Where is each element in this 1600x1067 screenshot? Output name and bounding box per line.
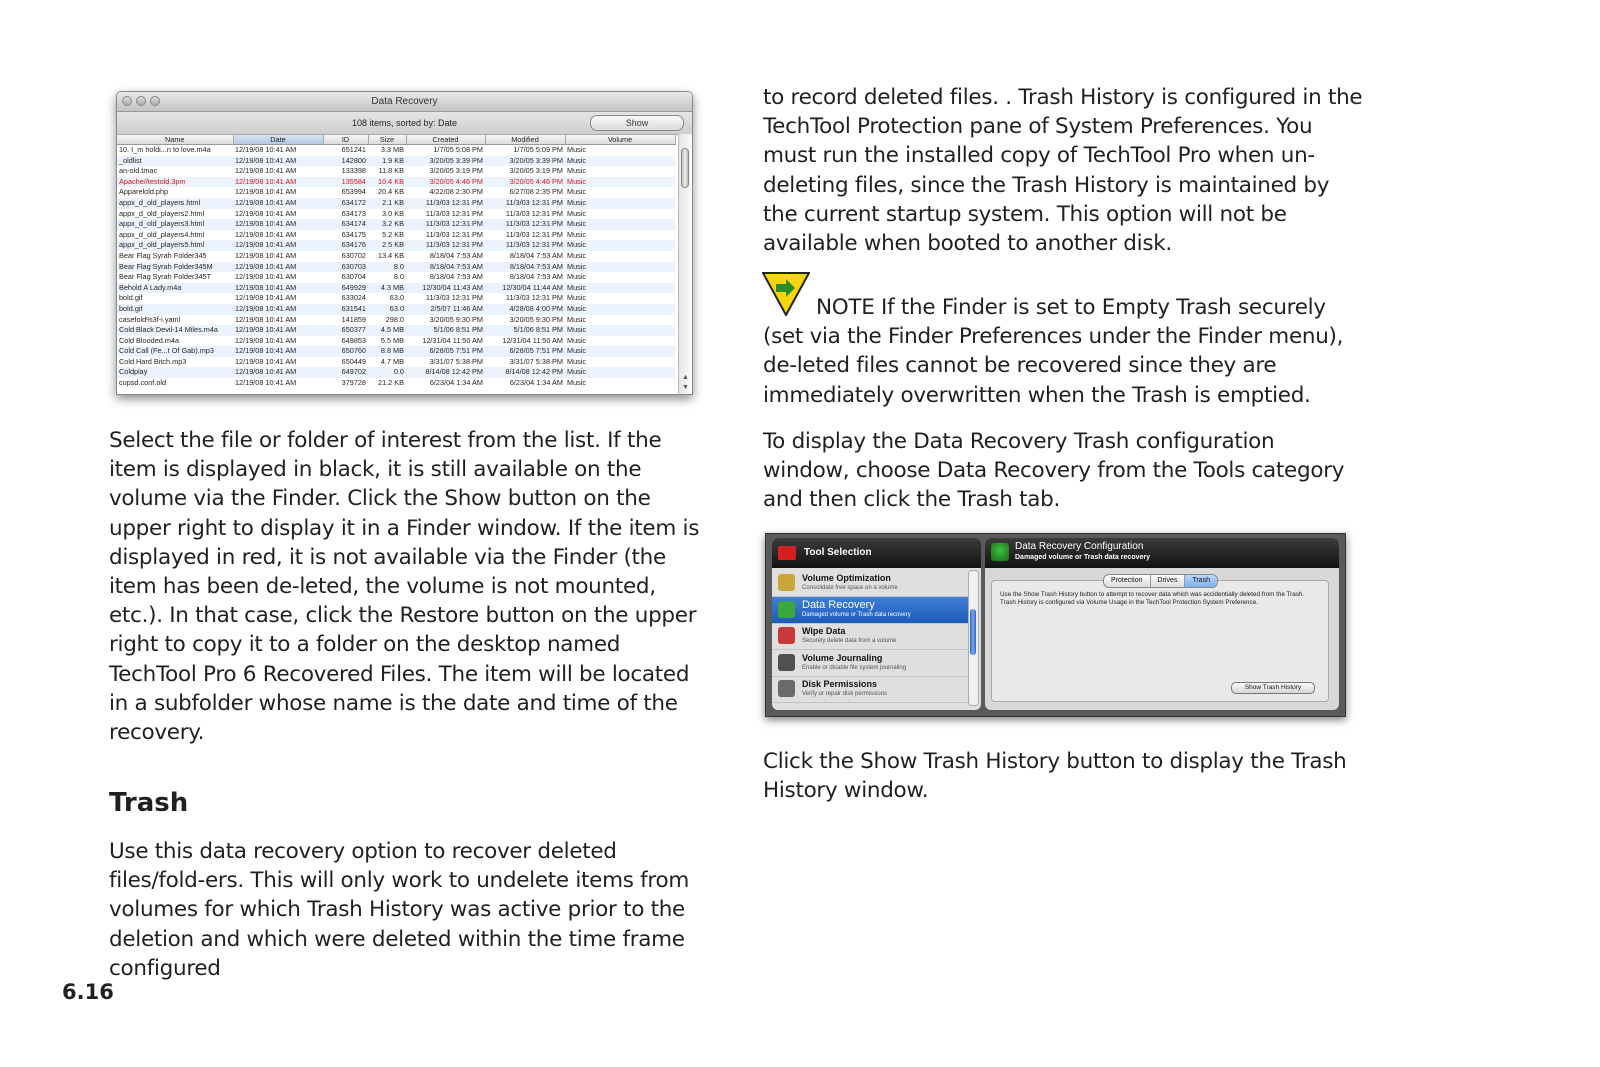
cell-date: 12/19/08 10:41 AM: [235, 335, 297, 345]
cell-created: 5/1/06 8:51 PM: [406, 325, 485, 336]
tool-selection-panel: [772, 538, 981, 710]
cell-modified: 8/18/04 7:53 AM: [509, 272, 563, 282]
cell-created: 1/7/05 5:08 PM: [433, 145, 483, 154]
cell-modified: 8/14/08 12:42 PM: [485, 367, 565, 378]
cell-size: 4.5 MB: [368, 325, 406, 336]
cell-created: 2/5/07 11:46 AM: [406, 304, 485, 315]
cell-size: 2.5 KB: [368, 240, 406, 251]
cell-modified: 6/27/08 2:35 PM: [509, 187, 563, 197]
cell-date: 12/19/08 10:41 AM: [235, 145, 297, 154]
cell-created: 11/3/03 12:31 PM: [406, 198, 485, 209]
tab-trash[interactable]: Trash: [1185, 575, 1217, 587]
tool-item-description: Verify or repair disk permissions: [802, 691, 888, 697]
data-recovery-icon: [991, 543, 1009, 561]
wipe-data-icon: [778, 627, 795, 644]
table-row[interactable]: [117, 145, 675, 156]
cell-size: 298.0: [385, 314, 404, 324]
cell-date: 12/19/08 10:41 AM: [235, 166, 297, 176]
table-row[interactable]: [117, 357, 675, 368]
table-body: [117, 145, 675, 389]
column-header-date[interactable]: Date: [233, 135, 323, 145]
cell-size: 63.0: [389, 293, 404, 303]
cell-size: 3.2 KB: [368, 219, 406, 230]
cell-date: 12/19/08 10:41 AM: [233, 240, 323, 251]
configuration-title: Data Recovery Configuration: [1015, 541, 1144, 552]
note-paragraph: NOTE If the Finder is set to Empty Trash securely (set via the Finder Preferences under the Finder menu), de-leted files cannot be recovered since they are immediately overwritten when the Trash is emptied.: [763, 295, 1344, 408]
cell-name: an-old.tmac: [119, 166, 158, 176]
left-paragraph-2: Use this data recovery option to recover deleted files/fold-ers. This will only work to undelete items from volumes for which Trash History was active prior to the deletion and which were deleted within the time frame configured: [109, 839, 689, 981]
cell-size: 1.9 KB: [368, 156, 406, 167]
cell-modified: 3/20/05 3:19 PM: [509, 166, 563, 176]
scroll-down-arrow-icon[interactable]: ▼: [682, 384, 689, 391]
table-row[interactable]: [117, 166, 675, 177]
table-row[interactable]: [117, 336, 675, 347]
cell-size: 11.8 KB: [378, 166, 404, 176]
cell-id: 634172: [323, 198, 368, 209]
cell-id: 634174: [323, 219, 368, 230]
tool-item-description: Enable or disable file system journaling: [802, 664, 907, 671]
cell-date: 12/19/08 10:41 AM: [235, 272, 297, 282]
cell-date: 12/19/08 10:41 AM: [233, 304, 323, 315]
cell-volume: Music: [565, 367, 675, 378]
cell-created: 3/20/05 9:30 PM: [429, 314, 483, 324]
cell-id: 651241: [341, 145, 366, 154]
show-button[interactable]: Show: [590, 115, 684, 131]
tool-item-title: Data Recovery: [802, 598, 875, 611]
tab-protection[interactable]: Protection: [1104, 575, 1151, 587]
cell-name: appx_d_old_players.html: [117, 198, 233, 209]
table-scrollbar[interactable]: [678, 134, 692, 394]
cell-id: 649853: [341, 335, 366, 345]
column-header-size[interactable]: Size: [368, 135, 406, 145]
cell-created: 8/18/04 7:53 AM: [429, 250, 483, 260]
window-titlebar: [117, 92, 692, 112]
cell-id: 135584: [323, 177, 368, 188]
page-number: 6.16: [62, 980, 114, 1004]
cell-name: Bear Flag Syrah Folder345T: [119, 272, 212, 282]
configuration-header: [985, 538, 1339, 568]
cell-created: 6/28/05 7:51 PM: [406, 346, 485, 357]
cell-name: Apparelold.php: [119, 187, 169, 197]
cell-name: Apache//testold.3pm: [117, 177, 233, 188]
table-row[interactable]: [117, 219, 675, 230]
tool-item-disk-permissions[interactable]: [772, 676, 968, 703]
cell-size: 13.4 KB: [378, 250, 404, 260]
trash-config-box: [991, 577, 1329, 702]
cell-id: 141859: [341, 314, 366, 324]
cell-volume: Music: [565, 346, 675, 357]
cell-modified: 11/3/03 12:31 PM: [485, 219, 565, 230]
cell-id: 649929: [323, 283, 368, 294]
tool-item-title: Volume Optimization: [802, 573, 891, 583]
cell-modified: 1/7/05 5:09 PM: [513, 145, 563, 154]
cell-created: 8/18/04 7:53 AM: [406, 262, 485, 273]
cell-id: 650449: [341, 356, 366, 366]
cell-date: 12/19/08 10:41 AM: [235, 356, 297, 366]
tool-selection-window: [765, 533, 1346, 717]
cell-name: appx_d_old_players4.html: [119, 229, 205, 239]
table-row[interactable]: [117, 325, 675, 336]
cell-id: 634176: [323, 240, 368, 251]
toolbox-icon: [778, 546, 796, 560]
table-header: [117, 135, 675, 145]
cell-date: 12/19/08 10:41 AM: [233, 346, 323, 357]
cell-volume: Music: [567, 250, 587, 260]
cell-volume: Music: [567, 187, 587, 197]
cell-created: 11/3/03 12:31 PM: [406, 240, 485, 251]
tool-item-description: Consolidate free space on a volume: [802, 585, 898, 591]
cell-name: appx_d_old_players2.html: [119, 208, 205, 218]
cell-created: 3/31/07 5:38 PM: [429, 356, 483, 366]
configuration-subtitle: Damaged volume or Trash data recovery: [1015, 554, 1150, 561]
cell-name: Bear Flag Syrah Folder345M: [117, 262, 233, 273]
cell-date: 12/19/08 10:41 AM: [235, 208, 297, 218]
cell-id: 630703: [323, 262, 368, 273]
cell-volume: Music: [567, 145, 587, 154]
table-row[interactable]: [117, 240, 675, 251]
cell-volume: Music: [567, 378, 587, 388]
cell-volume: Music: [567, 166, 587, 176]
cell-modified: 5/1/06 8:51 PM: [485, 325, 565, 336]
tool-item-volume-journaling[interactable]: [772, 650, 968, 677]
cell-size: 4.7 MB: [380, 356, 404, 366]
column-header-name[interactable]: Name: [117, 135, 233, 145]
cell-volume: Music: [565, 177, 675, 188]
configuration-panel: [985, 538, 1339, 710]
cell-created: 8/18/04 7:53 AM: [429, 272, 483, 282]
tool-item-volume-optimization[interactable]: [772, 570, 968, 597]
table-row[interactable]: [117, 304, 675, 315]
cell-volume: Music: [565, 304, 675, 315]
cell-volume: Music: [565, 219, 675, 230]
tool-list-scroll-thumb[interactable]: [970, 609, 976, 655]
minimize-window-button[interactable]: [136, 96, 146, 106]
cell-created: 4/22/08 2:30 PM: [429, 187, 483, 197]
tool-selection-header: [772, 538, 981, 568]
table-row[interactable]: [117, 209, 675, 220]
cell-modified: 12/30/04 11:44 AM: [485, 283, 565, 294]
cell-date: 12/19/08 10:41 AM: [233, 177, 323, 188]
cell-created: 11/3/03 12:31 PM: [406, 219, 485, 230]
tool-selection-title: Tool Selection: [804, 547, 872, 558]
cell-date: 12/19/08 10:41 AM: [233, 198, 323, 209]
cell-volume: Music: [565, 325, 675, 336]
table-row[interactable]: [117, 262, 675, 273]
cell-volume: Music: [567, 335, 587, 345]
table-row[interactable]: [117, 177, 675, 188]
cell-size: 3.3 MB: [380, 145, 404, 154]
cell-modified: 8/18/04 7:53 AM: [485, 262, 565, 273]
cell-date: 12/19/08 10:41 AM: [235, 378, 297, 388]
cell-created: 11/3/03 12:31 PM: [425, 293, 483, 303]
table-row[interactable]: [117, 251, 675, 262]
cell-volume: Music: [567, 356, 587, 366]
trash-config-description: Use the Show Trash History button to attempt to recover data which was accidentially deleted from the Trash. Trash History is configured via Volume Usage in the TechTool Protection System Preference.: [1000, 591, 1305, 606]
table-row[interactable]: [117, 346, 675, 357]
cell-id: 649702: [323, 367, 368, 378]
cell-size: 0.0: [368, 367, 406, 378]
cell-size: 4.3 MB: [368, 283, 406, 294]
cell-created: 11/3/03 12:31 PM: [425, 208, 483, 218]
cell-name: bold.gif: [117, 304, 233, 315]
right-paragraph-3: Click the Show Trash History button to display the Trash History window.: [763, 749, 1347, 804]
cell-created: 3/20/05 4:46 PM: [406, 177, 485, 188]
tool-item-title: Wipe Data: [802, 626, 846, 636]
cell-modified: 3/31/07 5:38 PM: [509, 356, 563, 366]
scroll-thumb[interactable]: [681, 148, 689, 188]
cell-name: Behold A Lady.m4a: [117, 283, 233, 294]
cell-modified: 6/28/05 7:51 PM: [485, 346, 565, 357]
cell-modified: 12/31/04 11:50 AM: [502, 335, 563, 345]
volume-optimization-icon: [778, 574, 795, 591]
cell-id: 650760: [323, 346, 368, 357]
cell-date: 12/19/08 10:41 AM: [235, 250, 297, 260]
cell-size: 8.8 MB: [368, 346, 406, 357]
cell-volume: Music: [565, 262, 675, 273]
cell-date: 12/19/08 10:41 AM: [233, 325, 323, 336]
right-paragraph-2: To display the Data Recovery Trash configuration window, choose Data Recovery from the Tools category and then click the Trash tab.: [763, 429, 1345, 513]
cell-size: 5.2 KB: [382, 229, 404, 239]
window-toolbar: [117, 112, 692, 135]
close-window-button[interactable]: [122, 96, 132, 106]
cell-date: 12/19/08 10:41 AM: [233, 262, 323, 273]
cell-date: 12/19/08 10:41 AM: [235, 293, 297, 303]
cell-modified: 6/23/04 1:34 AM: [509, 378, 563, 388]
tool-item-data-recovery[interactable]: [772, 597, 968, 624]
data-recovery-window: [116, 91, 693, 395]
cell-id: 133398: [341, 166, 366, 176]
cell-name: appx_d_old_players5.html: [117, 240, 233, 251]
cell-modified: 3/20/05 3:39 PM: [485, 156, 565, 167]
cell-id: 653994: [341, 187, 366, 197]
cell-size: 8.0: [393, 272, 404, 282]
table-row[interactable]: [117, 367, 675, 378]
cell-name: bold.gif: [119, 293, 143, 303]
cell-name: 10. I_m holdi...n to love.m4a: [119, 145, 211, 154]
cell-size: 63.0: [368, 304, 406, 315]
column-header-volume[interactable]: Volume: [565, 135, 675, 145]
column-header-id[interactable]: ID: [323, 135, 368, 145]
cell-name: Coldplay: [117, 367, 233, 378]
zoom-window-button[interactable]: [150, 96, 160, 106]
cell-date: 12/19/08 10:41 AM: [235, 314, 297, 324]
cell-name: _oldlist: [117, 156, 233, 167]
cell-created: 3/20/05 3:39 PM: [406, 156, 485, 167]
cell-created: 11/3/03 12:31 PM: [425, 229, 483, 239]
cell-volume: Music: [567, 293, 587, 303]
cell-name: Cold Hard Bitch.mp3: [119, 356, 187, 366]
volume-journaling-icon: [778, 654, 795, 671]
cell-name: appx_d_old_players3.html: [117, 219, 233, 230]
cell-date: 12/19/08 10:41 AM: [233, 219, 323, 230]
cell-created: 12/31/04 11:50 AM: [422, 335, 483, 345]
cell-modified: 11/3/03 12:31 PM: [505, 229, 563, 239]
cell-size: 8.0: [368, 262, 406, 273]
left-paragraph-1: Select the file or folder of interest from the list. If the item is displayed in black, it is still available on the volume via the Finder. Click the Show button on the upper right to display it in a Finder window. If the item is displayed in red, it is not available via the Finder (the item has been de-leted, the volume is not mounted, etc.). In that case, click the Restore button on the upper right to copy it to a folder on the desktop named TechTool Pro 6 Recovered Files. The item will be located in a subfolder whose name is the date and time of the recovery.: [109, 428, 700, 746]
cell-name: Cold Call (Fe...t Of Gab).mp3: [117, 346, 233, 357]
cell-volume: Music: [565, 198, 675, 209]
cell-name: casefold%3f-i.yaml: [119, 314, 181, 324]
data-recovery-icon: [778, 601, 795, 618]
cell-modified: 11/3/03 12:31 PM: [485, 198, 565, 209]
window-title: Data Recovery: [371, 96, 438, 107]
cell-modified: 3/20/05 4:46 PM: [485, 177, 565, 188]
config-tabs: [1103, 574, 1218, 588]
cell-name: cupsd.conf.old: [119, 378, 167, 388]
section-heading-trash: Trash: [109, 788, 189, 818]
cell-date: 12/19/08 10:41 AM: [233, 283, 323, 294]
table-row[interactable]: [117, 272, 675, 283]
cell-id: 633024: [341, 293, 366, 303]
cell-id: 634175: [341, 229, 366, 239]
cell-size: 2.1 KB: [368, 198, 406, 209]
tool-item-wipe-data[interactable]: [772, 623, 968, 650]
cell-date: 12/19/08 10:41 AM: [233, 367, 323, 378]
cell-id: 650377: [323, 325, 368, 336]
table-row[interactable]: [117, 283, 675, 294]
cell-volume: Music: [567, 272, 587, 282]
cell-modified: 11/3/03 12:31 PM: [505, 293, 563, 303]
cell-size: 20.4 KB: [378, 187, 404, 197]
cell-id: 634173: [341, 208, 366, 218]
cell-id: 379728: [341, 378, 366, 388]
column-header-created[interactable]: Created: [406, 135, 485, 145]
cell-date: 12/19/08 10:41 AM: [235, 229, 297, 239]
tab-drives[interactable]: Drives: [1151, 575, 1186, 587]
cell-size: 21.2 KB: [378, 378, 404, 388]
cell-modified: 3/20/05 9:30 PM: [509, 314, 563, 324]
table-row[interactable]: [117, 198, 675, 209]
tool-item-description: Securely delete data from a volume: [802, 638, 897, 644]
cell-name: Bear Flag Syrah Folder345: [119, 250, 207, 260]
cell-volume: Music: [565, 283, 675, 294]
cell-volume: Music: [567, 208, 587, 218]
tool-item-title: Volume Journaling: [802, 652, 883, 663]
cell-modified: 4/28/08 4:00 PM: [485, 304, 565, 315]
cell-created: 8/14/08 12:42 PM: [406, 367, 485, 378]
table-row[interactable]: [117, 187, 675, 198]
table-row[interactable]: [117, 293, 675, 304]
table-row[interactable]: [117, 156, 675, 167]
cell-size: 5.5 MB: [380, 335, 404, 345]
tool-list-scrollbar[interactable]: [968, 570, 979, 706]
table-row[interactable]: [117, 230, 675, 241]
scroll-up-arrow-icon[interactable]: ▲: [682, 374, 689, 381]
cell-id: 630704: [341, 272, 366, 282]
cell-name: Cold Blooded.m4a: [119, 335, 180, 345]
cell-size: 3.0 KB: [382, 208, 404, 218]
cell-date: 12/19/08 10:41 AM: [235, 187, 297, 197]
tool-item-description: Damaged volume or Trash data recovery: [802, 611, 911, 618]
cell-modified: 8/18/04 7:53 AM: [509, 250, 563, 260]
cell-volume: Music: [567, 229, 587, 239]
cell-volume: Music: [567, 314, 587, 324]
sort-status: 108 items, sorted by: Date: [351, 118, 458, 128]
cell-date: 12/19/08 10:41 AM: [233, 156, 323, 167]
cell-created: 6/23/04 1:34 AM: [429, 378, 483, 388]
cell-volume: Music: [565, 240, 675, 251]
tool-item-title: Disk Permissions: [802, 679, 878, 689]
cell-modified: 11/3/03 12:31 PM: [485, 240, 565, 251]
table-row[interactable]: [117, 378, 675, 389]
cell-modified: 11/3/03 12:31 PM: [505, 208, 563, 218]
file-table: [117, 135, 676, 389]
cell-created: 3/20/05 3:19 PM: [429, 166, 483, 176]
cell-name: Cold Black Devil-14 Miles.m4a: [117, 325, 233, 336]
show-trash-history-button[interactable]: Show Trash History: [1231, 682, 1315, 694]
table-row[interactable]: [117, 315, 675, 326]
cell-created: 12/30/04 11:43 AM: [406, 283, 485, 294]
right-paragraph-1: to record deleted files. . Trash History is configured in the TechTool Protection pane of System Preferences. You must run the installed copy of TechTool Pro when un-deleting files, since the Trash History is maintained by the current startup system. This option will not be available when booted to another disk.: [763, 85, 1363, 257]
cell-id: 630702: [341, 250, 366, 260]
disk-permissions-icon: [778, 680, 795, 697]
cell-id: 142800: [323, 156, 368, 167]
cell-volume: Music: [565, 156, 675, 167]
cell-id: 631541: [323, 304, 368, 315]
cell-size: 10.4 KB: [368, 177, 406, 188]
column-header-modified[interactable]: Modified: [485, 135, 565, 145]
